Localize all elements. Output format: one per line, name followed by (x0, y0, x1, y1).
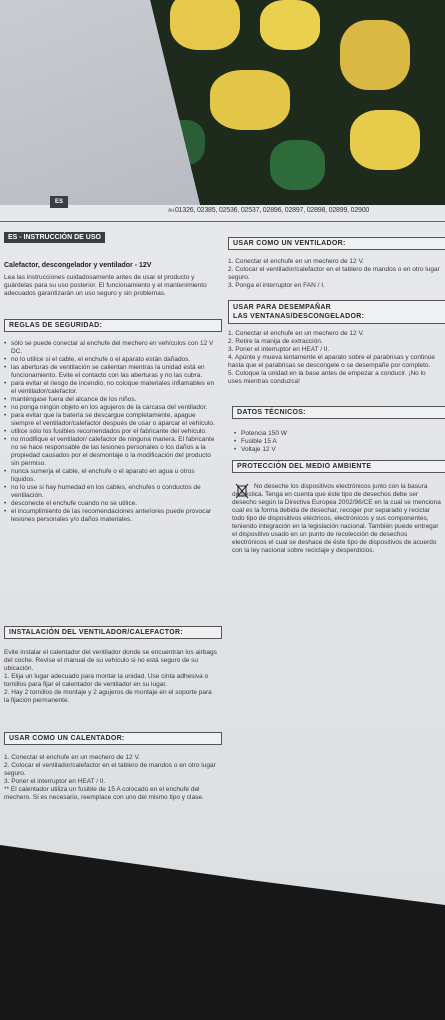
safety-rule-item: • para evitar que la batería se descargue completamente, apague siempre el ventilador/calefactor después de usar o aparcar el vehículo. (4, 412, 218, 428)
safety-rule-item: • no ponga ningún objeto en los agujeros de la carcasa del ventilador. (4, 404, 218, 412)
install-step: 2. Hay 2 tornillos de montaje y 2 agujeros de montaje en el soporte para la fijación permanente. (4, 689, 212, 704)
defrost-heading: USAR PARA DESEMPAÑAR LAS VENTANAS/DESCONGELADOR: (228, 300, 445, 324)
safety-rule-item: • no lo use si hay humedad en los cables, enchufes o conductos de ventilación. (4, 484, 218, 500)
fan-step: 2. Colocar el ventilador/calefactor en el tablero de mandos o en otro lugar seguro. (228, 266, 440, 281)
safety-rule-item: • utilice sólo los fusibles recomendados por el fabricante del vehículo. (4, 428, 218, 436)
heater-steps (4, 754, 218, 802)
safety-rule-item: • las aberturas de ventilación se calientan mientras la unidad está en funcionamiento. Evite el contacto con las aberturas y no las cubra. (4, 364, 218, 380)
heater-step: 2. Colocar el ventilador/calefactor en el tablero de mandos o en otro lugar seguro. (4, 762, 216, 777)
environment-text: No deseche los dispositivos electrónicos junto con la basura doméstica. Tenga en cuenta que éste tipo de desechos debe ser desecho según la Directiva Europea 2002/96/CE en la cual se menciona cual es la forma debida de desechar, recoger por separado y reciclar todo tipo de dispositivos eléctricos, electrónicos y sus componentes, teniendo integración en la legislación nacional. También puede entregar el dispositivo usado en un punto de recolección de desechos electrónicos el cual se deshace de éste tipo de dispositivos de acuerdo con la ley nacional sobre reciclaje y desperdicios. (232, 483, 441, 554)
header-rule (0, 221, 445, 222)
safety-rule-item: • no lo utilice si el cable, el enchufe o el aparato están dañados. (4, 356, 218, 364)
heater-step: 3. Poner el interruptor en HEAT / II. (4, 778, 106, 785)
defrost-step: 4. Apúnte y mueva lentamente el aparato sobre el parabrisas y continúe hasta que el parabrisas se descongele o se desempañe por completo. (228, 354, 436, 369)
tech-item: • Voltaje 12 V (234, 446, 434, 454)
safety-rules-heading: REGLAS DE SEGURIDAD: (4, 319, 222, 332)
section-title: ES - INSTRUCCIÓN DE USO (4, 232, 105, 243)
safety-rule-item: • para evitar el riesgo de incendio, no coloque materiales inflamables en el ventilador/calefactor. (4, 380, 218, 396)
model-numbers: Art.01326, 02385, 02536, 02537, 02896, 02897, 02898, 02899, 02900 (168, 207, 370, 214)
defrost-step: 1. Conectar el enchufe en un mechero de 12 V. (228, 330, 364, 337)
safety-rule-item: • sólo se puede conectar al enchufe del mechero en vehículos con 12 V DC. (4, 340, 218, 356)
defrost-steps (228, 330, 440, 386)
safety-rule-item: • manténgase fuera del alcance de los niños. (4, 396, 218, 404)
tech-item: • Fusible 15 A (234, 438, 434, 446)
fan-step: 1. Conectar el enchufe en un mechero de 12 V. (228, 258, 364, 265)
installation-text: Evite instalar el calentador del ventilador donde se encuentran los airbags del coche. Revise el manual de su vehículo si no está seguro de su ubicación. 1. Elija un lugar adecuado para montar la unidad. Use cinta adhesiva o tornillos para fijar el calentador de ventilador en su lugar. 2. Hay 2 tornillos de montaje y 2 agujeros de montaje en el soporte para la fijación permanente. (4, 649, 217, 704)
install-step: 1. Elija un lugar adecuado para montar la unidad. Use cinta adhesiva o tornillos para fijar el calentador de ventilador en su lugar. (4, 673, 209, 688)
fan-heading: USAR COMO UN VENTILADOR: (228, 237, 445, 250)
tech-item: • Potencia 150 W (234, 430, 434, 438)
safety-rule-item: • el incumplimiento de las recomendaciones anteriores puede provocar lesiones personales y/o daños materiales. (4, 508, 218, 524)
background-fabric (150, 0, 445, 205)
environment-heading: PROTECCIÓN DEL MEDIO AMBIENTE (232, 460, 445, 473)
fan-steps (228, 258, 440, 290)
installation-heading: INSTALACIÓN DEL VENTILADOR/CALEFACTOR: (4, 626, 222, 639)
product-title: Calefactor, descongelador y ventilador - 12V (4, 262, 152, 269)
heater-step: 1. Conectar el enchufe en un mechero de 12 V. (4, 754, 140, 761)
safety-rule-item: • no modifique el ventilador/ calefactor de ninguna manera. El fabricante no se hace responsable de las lesiones personales o los daños a la propiedad causados por el desmontaje o la modificación del producto sin permiso. (4, 436, 218, 468)
safety-rule-item: • nunca sumerja el cable, el enchufe o el aparato en agua u otros líquidos. (4, 468, 218, 484)
defrost-step: 3. Poner el interruptor en HEAT / II. (228, 346, 330, 353)
intro-paragraph: Lea las instrucciones cuidadosamente antes de usar el producto y guárdelas para su uso posterior. El funcionamiento y el mantenimiento adecuados garantizarán un uso seguro y sin problemas. (4, 274, 207, 297)
defrost-step: 2. Retire la manija de extracción. (228, 338, 323, 345)
tech-data-list (234, 430, 434, 454)
language-tab: ES (50, 196, 68, 208)
defrost-step: 5. Coloque la unidad en la base antes de empezar a conducir. ¡No lo uses mientras conduzca! (228, 370, 426, 385)
heater-note: ** El calentador utiliza un fusible de 15 A colocado en el enchufe del mechero. Si es necesario, reemplace con uno del mismo tipo y clase. (4, 786, 204, 801)
tech-data-heading: DATOS TÉCNICOS: (232, 406, 445, 419)
heater-heading: USAR COMO UN CALENTADOR: (4, 732, 222, 745)
safety-rules-list (4, 340, 218, 524)
fan-step: 3. Ponga el interruptor en FAN / I. (228, 282, 325, 289)
safety-rule-item: • desconecte el enchufe cuando no se utilice. (4, 500, 218, 508)
